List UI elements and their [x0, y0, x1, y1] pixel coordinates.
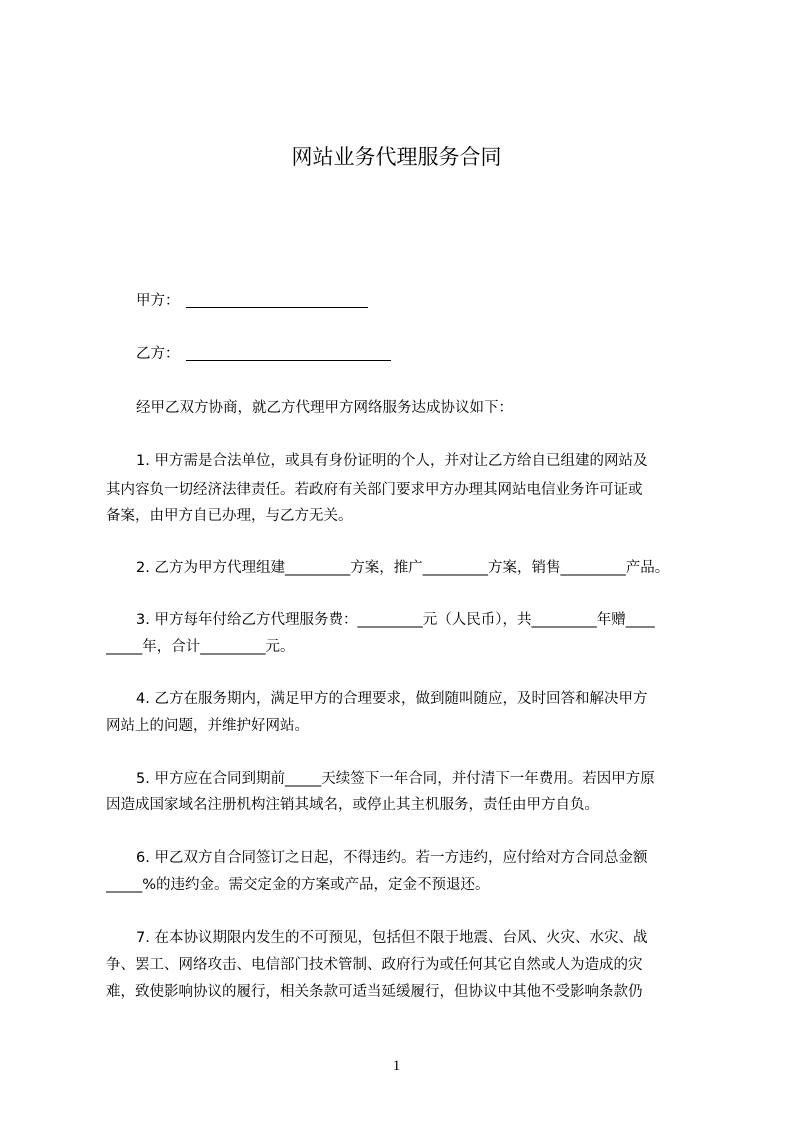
clause-7-line-2: 争、罢工、网络攻击、电信部门技术管制、政府行为或任何其它自然或人为造成的灾 — [106, 957, 643, 973]
party-a-blank[interactable] — [186, 307, 368, 308]
intro-text: 经甲乙双方协商，就乙方代理甲方网络服务达成协议如下： — [136, 400, 513, 416]
clause-1-line-2: 其内容负一切经济法律责任。若政府有关部门要求甲方办理其网站电信业务许可证或 — [106, 482, 643, 498]
clause-4-line-2: 网站上的问题，并维护好网站。 — [106, 718, 309, 734]
page-number: 1 — [392, 1058, 401, 1074]
clause-7-line-3: 难，致使影响协议的履行，相关条款可适当延缓履行，但协议中其他不受影响条款仍 — [106, 984, 643, 1000]
clause-7-line-1: 7. 在本协议期限内发生的不可预见，包括但不限于地震、台风、火灾、水灾、战 — [136, 930, 648, 946]
clause-6-line-1: 6. 甲乙双方自合同签订之日起，不得违约。若一方违约，应付给对方合同总金额 — [136, 850, 648, 866]
clause-1-line-1: 1. 甲方需是合法单位，或具有身份证明的个人，并对让乙方给自已组建的网站及 — [136, 453, 648, 469]
clause-3-line-2: _____年，合计_________元。 — [106, 639, 295, 655]
clause-1-line-3: 备案，由甲方自已办理，与乙方无关。 — [106, 508, 353, 524]
clause-3-line-1: 3. 甲方每年付给乙方代理服务费：_________元（人民币），共_________年赠____ — [136, 612, 655, 628]
document-title: 网站业务代理服务合同 — [291, 145, 502, 169]
clause-5-line-2: 因造成国家域名注册机构注销其域名，或停止其主机服务，责任由甲方自负。 — [106, 797, 599, 813]
party-b-blank[interactable] — [186, 360, 391, 361]
clause-4-line-1: 4. 乙方在服务期内，满足甲方的合理要求，做到随叫随应，及时回答和解决甲方 — [136, 691, 648, 707]
party-a-label: 甲方： — [136, 293, 180, 309]
clause-5-line-1: 5. 甲方应在合同到期前_____天续签下一年合同，并付清下一年费用。若因甲方原 — [136, 771, 655, 787]
party-b-label: 乙方： — [136, 346, 180, 362]
clause-6-line-2: _____%的违约金。需交定金的方案或产品，定金不预退还。 — [106, 877, 490, 893]
clause-2-line-1: 2. 乙方为甲方代理组建_________方案，推广_________方案，销售_________产品。 — [136, 560, 670, 576]
